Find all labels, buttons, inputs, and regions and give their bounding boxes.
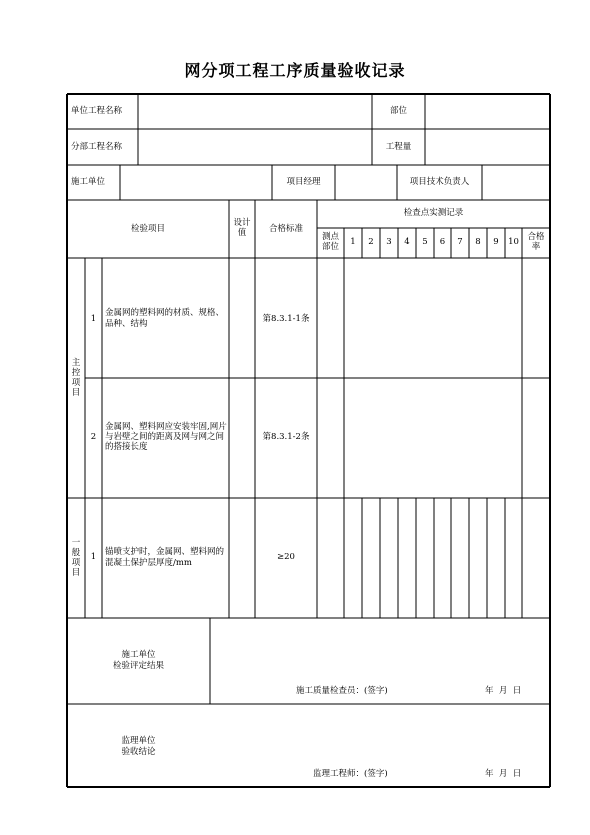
- general-item-1-description: 锚喷支护时，金属网、塑料网的混凝土保护层厚度/mm: [105, 547, 225, 568]
- sub-project-label: 分部工程名称: [71, 142, 123, 152]
- main-item-2-standard: 第8.3.1-2条: [262, 432, 310, 442]
- column-number-2: 2: [368, 237, 374, 247]
- general-label: 一般项目: [71, 538, 81, 578]
- column-record-group-header: 检查点实测记录: [403, 208, 464, 218]
- column-number-4: 4: [404, 237, 410, 247]
- general-item-1-number: 1: [90, 552, 97, 562]
- column-item-header: 检验项目: [130, 224, 165, 234]
- column-design-value-header: 设计值: [233, 218, 251, 238]
- part-label: 部位: [389, 106, 407, 116]
- general-item-1-standard: ≥20: [277, 552, 295, 562]
- page-title: 网分项工程工序质量验收记录: [184, 61, 406, 80]
- tech-lead-label: 项目技术负责人: [409, 177, 470, 187]
- construction-unit-label: 施工单位: [71, 177, 106, 187]
- column-number-3: 3: [386, 237, 392, 247]
- main-item-1-description: 金属网的塑料网的材质、规格、品种、结构: [105, 308, 225, 329]
- column-number-6: 6: [439, 237, 446, 247]
- main-item-1-standard: 第8.3.1-1条: [262, 314, 310, 324]
- column-pass-rate-header: 合格率: [527, 232, 545, 252]
- supervision-result-label-line2: 验收结论: [121, 747, 156, 757]
- column-standard-header: 合格标准: [268, 224, 303, 234]
- supervision-engineer-signature[interactable]: 监理工程师：(签字): [313, 769, 388, 779]
- supervision-result-label-line1: 监理单位: [121, 736, 156, 746]
- column-number-9: 9: [493, 237, 499, 247]
- column-number-8: 8: [475, 237, 481, 247]
- supervision-result-date[interactable]: 年 月 日: [485, 769, 522, 779]
- main-item-1-number: 1: [90, 314, 97, 324]
- project-manager-label: 项目经理: [286, 177, 321, 187]
- column-number-1: 1: [350, 237, 356, 247]
- main-item-2-number: 2: [90, 432, 97, 442]
- main-item-2-description: 金属网、塑料网应安装牢固,网片与岩壁之间的距离及网与网之间的搭接长度: [105, 422, 227, 452]
- column-points-header: 测点部位: [321, 232, 339, 252]
- construction-result-label-line2: 检验评定结果: [112, 661, 164, 671]
- column-number-10: 10: [508, 237, 519, 247]
- column-number-7: 7: [457, 237, 463, 247]
- construction-inspector-signature[interactable]: 施工质量检查员：(签字): [296, 686, 388, 696]
- unit-project-label: 单位工程名称: [71, 106, 123, 116]
- main-control-label: 主控项目: [71, 358, 81, 398]
- quantity-label: 工程量: [385, 142, 412, 152]
- construction-result-label-line1: 施工单位: [121, 650, 156, 660]
- column-number-5: 5: [422, 237, 428, 247]
- construction-result-date[interactable]: 年 月 日: [485, 686, 522, 696]
